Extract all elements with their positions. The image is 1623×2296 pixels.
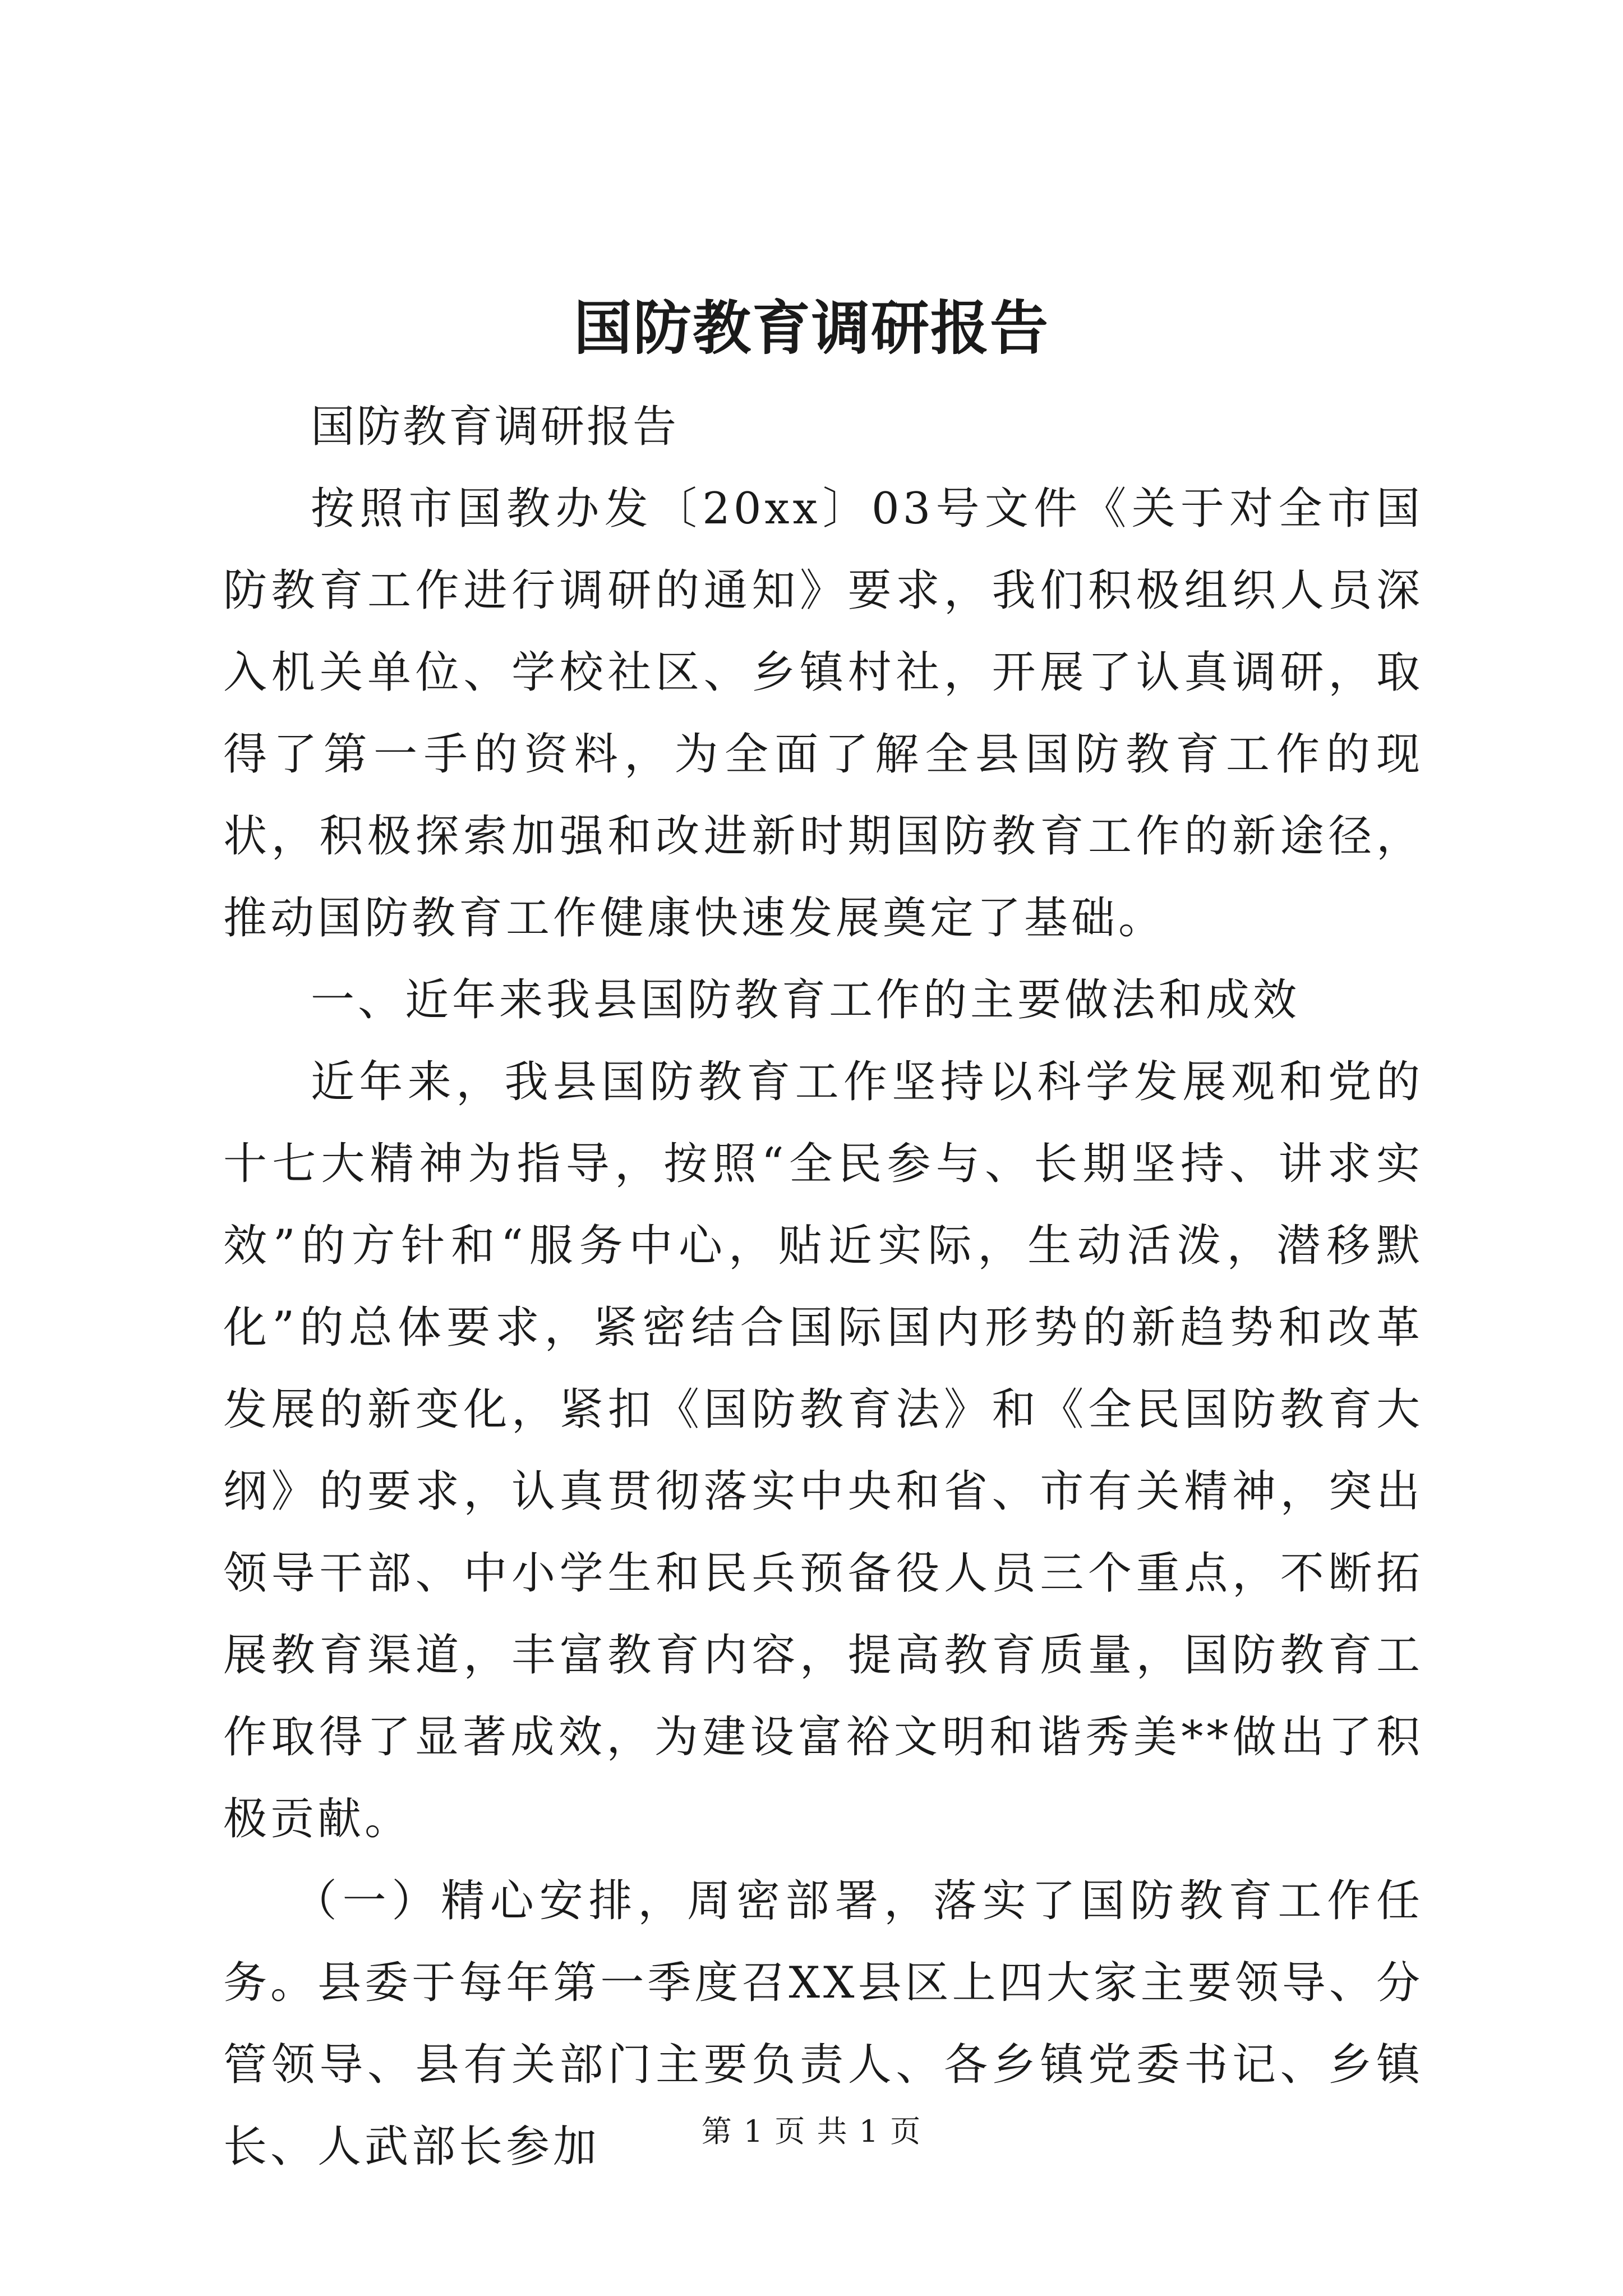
- paragraph-subsection-1: （一）精心安排，周密部署，落实了国防教育工作任务。县委于每年第一季度召XX县区上四大家主要领导、分管领导、县有关部门主要负责人、各乡镇党委书记、乡镇长、人武部长参加: [223, 1876, 1423, 2172]
- document-body: [223, 386, 1423, 2188]
- paragraph-intro: 按照市国教办发〔20xx〕03号文件《关于对全市国防教育工作进行调研的通知》要求，我们积极组织人员深入机关单位、学校社区、乡镇村社，开展了认真调研，取得了第一手的资料，为全面了解全县国防教育工作的现状，积极探索加强和改进新时期国防教育工作的新途径，推动国防教育工作健康快速发展奠定了基础。: [223, 484, 1423, 944]
- paragraph-overview: 近年来，我县国防教育工作坚持以科学发展观和党的十七大精神为指导，按照“全民参与、长期坚持、讲求实效”的方针和“服务中心，贴近实际，生动活泼，潜移默化”的总体要求，紧密结合国际国内形势的新趋势和改革发展的新变化，紧扣《国防教育法》和《全民国防教育大纲》的要求，认真贯彻落实中央和省、市有关精神，突出领导干部、中小学生和民兵预备役人员三个重点，不断拓展教育渠道，丰富教育内容，提高教育质量，国防教育工作取得了显著成效，为建设富裕文明和谐秀美**做出了积极贡献。: [223, 1057, 1423, 1844]
- section-heading: 一、近年来我县国防教育工作的主要做法和成效: [311, 975, 1301, 1025]
- page-footer: 第 1 页 共 1 页: [701, 2114, 922, 2149]
- paragraph-subtitle: 国防教育调研报告: [311, 402, 679, 452]
- document-title: 国防教育调研报告: [573, 293, 1049, 362]
